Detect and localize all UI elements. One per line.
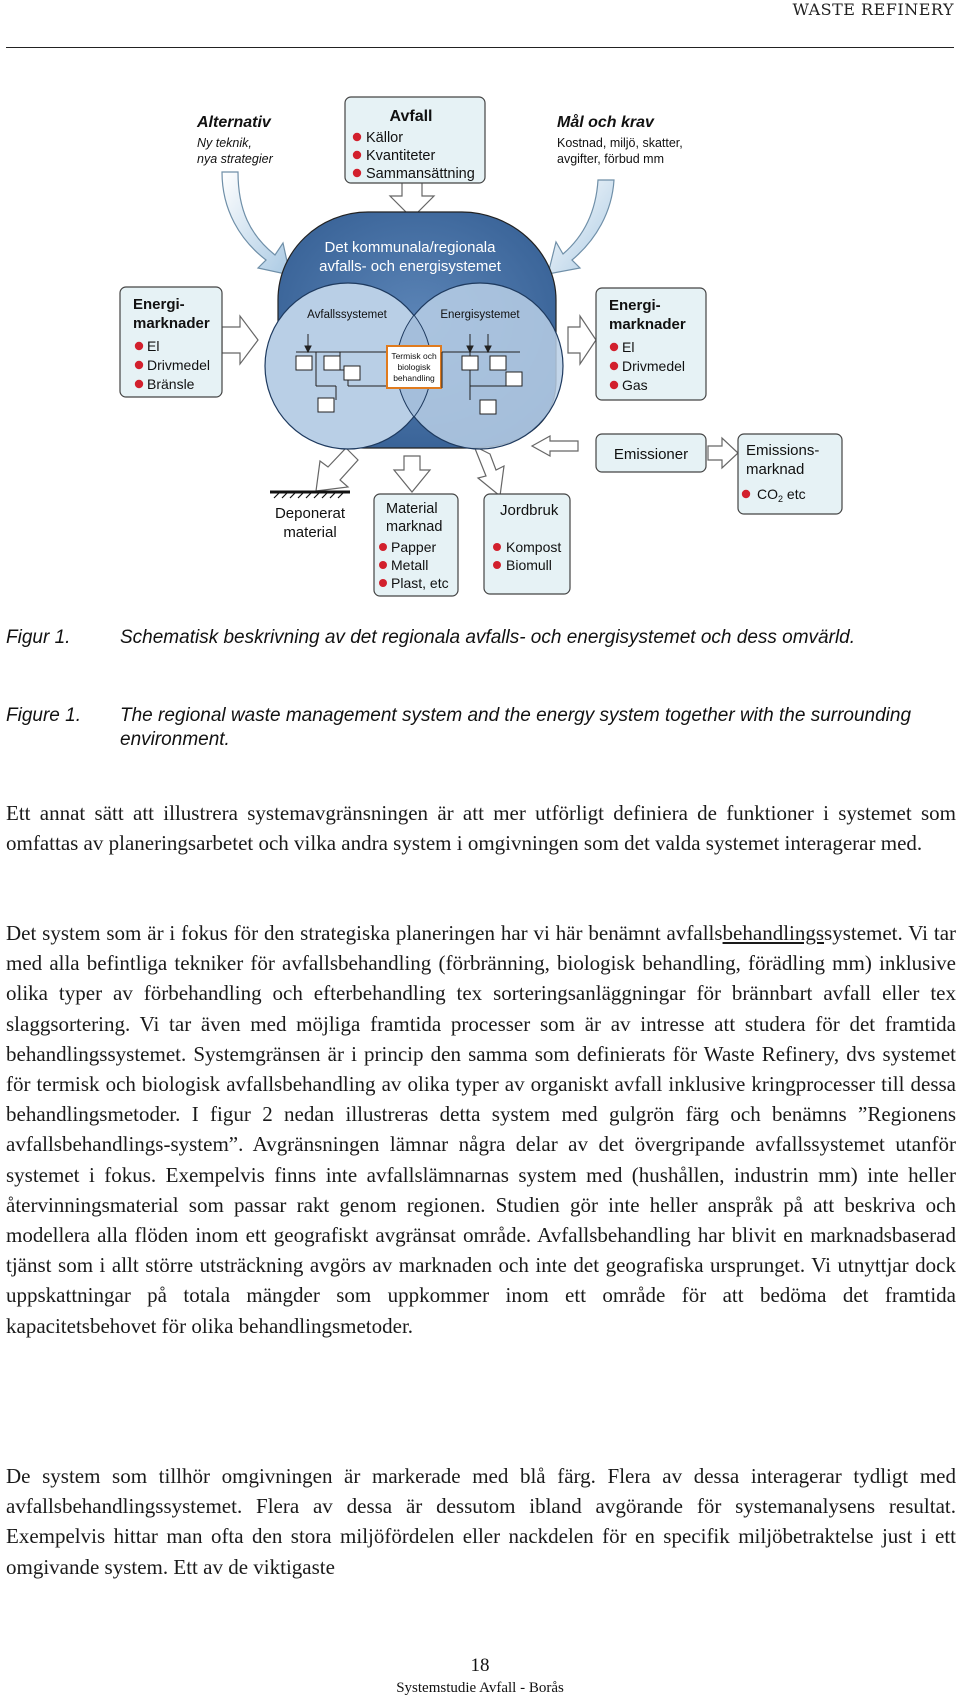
process-box xyxy=(344,366,360,380)
energi-right-item-gas: Gas xyxy=(622,377,648,393)
underlined-word: behandlings xyxy=(722,921,825,945)
figure-label-en: Figure 1. xyxy=(6,705,81,726)
energi-left-item-el: El xyxy=(147,338,160,354)
process-box xyxy=(462,356,478,370)
arrow-energi-right xyxy=(568,316,596,364)
energi-right-title1: Energi- xyxy=(609,297,661,314)
body-paragraph-2 xyxy=(6,918,956,1341)
process-box xyxy=(296,356,312,370)
arrow-to-emissionsmarknad xyxy=(708,438,738,468)
bullet-icon xyxy=(610,362,618,370)
energi-right-item-drivmedel: Drivmedel xyxy=(622,358,686,374)
paragraph-text: De system som tillhör omgivningen är markerade med blå färg. Flera av dessa interagerar tydligt med avfallsbehandlingssystemet. Flera av dessa är dessutom ibland avgörande för systemanalysens resultat. Exempelvis hittar man ofta den stora miljöfördelen eller nackdelen för en specifik miljöbetraktelse just i ett omgivande system. Ett av de viktigaste xyxy=(6,1464,956,1579)
jordbruk-item-biomull: Biomull xyxy=(506,557,552,573)
arrow-energi-left xyxy=(222,316,258,364)
bullet-icon xyxy=(493,561,501,569)
material-item-plast: Plast, etc xyxy=(391,575,449,591)
system-title-line2: avfalls- och energisystemet xyxy=(319,258,501,275)
emissionsmarknad-title1: Emissions- xyxy=(746,442,820,459)
bullet-icon xyxy=(135,380,143,388)
body-paragraph-3 xyxy=(6,1461,956,1582)
process-box xyxy=(490,356,506,370)
material-item-papper: Papper xyxy=(391,539,437,555)
co2-subscript: 2 xyxy=(778,494,784,504)
arrow-deponerat xyxy=(316,448,358,491)
arrow-emissioner xyxy=(532,436,578,456)
bullet-icon xyxy=(742,490,750,498)
avfall-item-kallor: Källor xyxy=(366,130,404,146)
mal-line2: avgifter, förbud mm xyxy=(557,152,664,166)
mal-title: Mål och krav xyxy=(557,114,654,131)
co2-etc: etc xyxy=(783,486,806,502)
mal-line1: Kostnad, miljö, skatter, xyxy=(557,136,683,150)
page-number: 18 xyxy=(470,1655,490,1676)
termisk-line2: biologisk xyxy=(397,362,431,372)
termisk-line1: Termisk och xyxy=(391,351,437,361)
bullet-icon xyxy=(610,381,618,389)
alternativ-line2: nya strategier xyxy=(197,152,273,166)
alternativ-title: Alternativ xyxy=(197,114,271,131)
termisk-line3: behandling xyxy=(393,373,435,383)
bullet-icon xyxy=(353,169,361,177)
alternativ-line1: Ny teknik, xyxy=(197,136,252,150)
emissionsmarknad-title2: marknad xyxy=(746,461,805,478)
energi-right-item-el: El xyxy=(622,339,635,355)
deponerat-line2: material xyxy=(283,524,337,541)
bullet-icon xyxy=(610,343,618,351)
bullet-icon xyxy=(135,342,143,350)
bullet-icon xyxy=(379,543,387,551)
co2-text: CO xyxy=(757,486,778,502)
figure-label-sv: Figur 1. xyxy=(6,627,71,648)
running-header: WASTE REFINERY xyxy=(792,0,954,19)
material-title2: marknad xyxy=(386,519,443,535)
paragraph-text: Ett annat sätt att illustrera systemavgränsningen är att mer utförligt definiera de funktioner i systemet som omfattas av planeringsarbetet och vilka andra system i omgivningen som det valda systemet interagerar med. xyxy=(6,801,956,856)
figure-caption-en: The regional waste management system and the energy system together with the surrounding environment. xyxy=(120,705,912,750)
system-diagram xyxy=(0,0,960,610)
jordbruk-title: Jordbruk xyxy=(500,502,559,519)
energi-left-item-drivmedel: Drivmedel xyxy=(147,357,211,373)
bullet-icon xyxy=(493,543,501,551)
arrow-mal xyxy=(548,180,614,274)
bullet-icon xyxy=(379,579,387,587)
avfall-title: Avfall xyxy=(389,108,433,125)
bullet-icon xyxy=(135,361,143,369)
energi-right-title2: marknader xyxy=(609,316,686,333)
body-paragraph-1 xyxy=(6,798,956,858)
arrow-material xyxy=(394,456,430,492)
process-box xyxy=(480,400,496,414)
bullet-icon xyxy=(353,133,361,141)
system-title-line1: Det kommunala/regionala xyxy=(324,239,496,256)
energisystemet-label: Energisystemet xyxy=(440,309,520,321)
bullet-icon xyxy=(353,151,361,159)
footer-title: Systemstudie Avfall - Borås xyxy=(396,1680,564,1696)
emissioner-label: Emissioner xyxy=(613,446,689,463)
process-box xyxy=(324,356,340,370)
arrow-alternativ xyxy=(222,172,290,275)
energi-left-title2: marknader xyxy=(133,315,210,332)
material-item-metall: Metall xyxy=(391,557,429,573)
arrow-jordbruk xyxy=(474,446,504,496)
avfall-item-kvantiteter: Kvantiteter xyxy=(366,148,436,164)
deponerat-line1: Deponerat xyxy=(274,505,346,522)
figure-caption-sv: Schematisk beskrivning av det regionala avfalls- och energisystemet och dess omvärld. xyxy=(120,627,856,648)
energi-left-item-bransle: Bränsle xyxy=(147,376,195,392)
material-title1: Material xyxy=(386,501,438,517)
paragraph-text-part: Det system som är i fokus för den strategiska planeringen har vi här benämnt avfalls xyxy=(6,921,723,945)
bullet-icon xyxy=(379,561,387,569)
process-box xyxy=(318,398,334,412)
avfall-item-sammansattning: Sammansättning xyxy=(366,166,475,182)
process-box xyxy=(506,372,522,386)
jordbruk-item-kompost: Kompost xyxy=(506,539,562,555)
energi-left-title1: Energi- xyxy=(133,296,185,313)
paragraph-text xyxy=(6,918,956,1341)
avfallssystemet-label: Avfallssystemet xyxy=(307,309,387,321)
paragraph-text-part: systemet. Vi tar med alla befintliga tekniker för avfallsbehandling (förbränning, biologisk behandling, förädling mm) inklusive olika typer av förbehandling och efterbehandling tex sorteringsanläggningar för brännbart avfall eller tex slaggsortering. Vi tar även med möjliga framtida processer som är av intresse att studera för det framtida behandlingssystemet. Systemgränsen är i princip den samma som definierats för Waste Refinery, dvs systemet för termisk och biologisk avfallsbehandling av olika typer av organiskt avfall inklusive kringprocesser till dessa behandlingsmetoder. I figur 2 nedan illustreras detta system med gulgrön färg och benämns ”Regionens avfallsbehandlings-system”. Avgränsningen lämnar några delar av det övergripande avfallssystemet utanför systemet i fokus. Exempelvis finns inte avfallslämnarnas system med (hushållen, industrin mm) inte heller återvinningsmaterial som passar rakt genom regionen. Studien gör inte heller anspråk på att beskriva och modellera alla flöden inom ett geografiskt avgränsat område. Avfallsbehandling har blivit en marknadsbaserad tjänst som i allt större utsträckning avgörs av marknaden och inte det geografiska ursprunget. Vi utnyttjar dock uppskattningar på totala mängder som uppkommer inom ett område för att bedöma det framtida kapacitetsbehovet för olika behandlingsmetoder. xyxy=(6,921,957,1338)
